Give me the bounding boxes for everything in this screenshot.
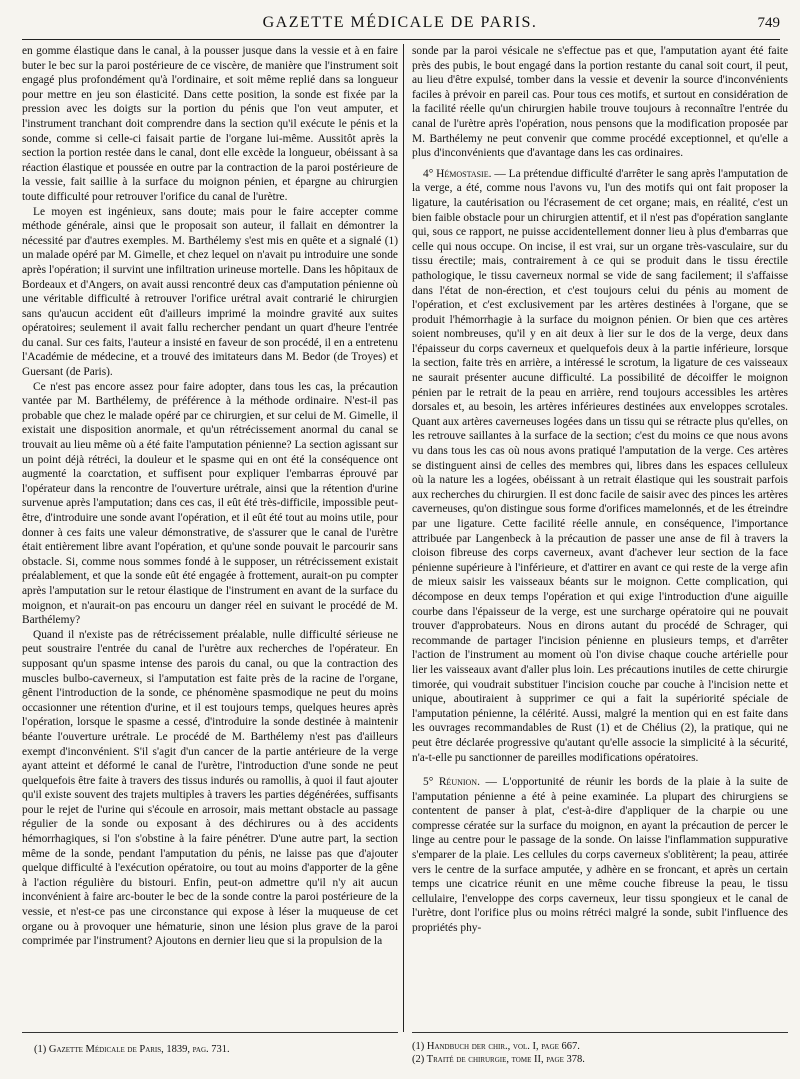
page-header (0, 14, 800, 36)
paragraph: Le moyen est ingénieux, sans doute; mais pour le faire accepter comme méthode générale, ainsi que le proposait son auteur, il fallait en démontrer la nécessité par d'autres exemples. M. Barthélemy s'est mis en quête et a signalé (1) un malade opéré par M. Gimelle, et chez lequel on n'avait pu introduire une sonde après l'opération; il survint une infiltration urineuse mortelle. Dans les hôpitaux de Bordeaux et d'Angers, on avait aussi rencontré deux cas d'amputation pénienne où une véritable difficulté à retrouver l'orifice urétral avait contrarié le chirurgien sans qu'aucun accident eût d'ailleurs imprimé la moindre gravité aux suites opératoires; seulement il avait fallu rechercher pendant un quart d'heure l'entrée du canal. Sur ces faits, l'auteur a insisté en faveur de son procédé, il en a entretenu l'Académie de médecine, et a trouvé des imitateurs dans M. Bedor (de Troyes) et Guersant (de Paris). (22, 205, 398, 379)
footnote: (1) Handbuch der chir., vol. I, page 667. (412, 1041, 580, 1052)
section-heading: 4° Hémostasie. (423, 167, 492, 180)
footnotes-left (34, 1043, 230, 1056)
footnote-rule-right (412, 1032, 788, 1033)
journal-title: GAZETTE MÉDICALE DE PARIS. (262, 14, 538, 31)
paragraph: en gomme élastique dans le canal, à la pousser jusque dans la vessie et à en faire buter le bec sur la paroi postérieure de ce viscère, de manière que l'instrument soit engagé plus profondément qu'à l'ordinaire, et soit même replié dans sa longueur pour mettre en jeu son élasticité. Dans cette position, la sonde est fixée par la pression avec les doigts sur la portion du pénis que l'on veut amputer, et l'instrument tranchant doit comprendre dans la section qu'il exécute le pénis et la sonde, comme si celle-ci faisait partie de l'organe lui-même. Aussitôt après la section la portion restée dans le canal, dont elle excède la longueur, obéissant à sa réaction élastique et poussée en outre par la contraction de la paroi postérieure de la vessie, fait saillie à la surface du moignon pénien, et épargne au chirurgien toute difficulté pour retrouver l'orifice du canal de l'urètre. (22, 45, 398, 203)
page-number: 749 (757, 15, 780, 31)
section-body: — La prétendue difficulté d'arrêter le sang après l'amputation de la verge, a été, comme nous l'avons vu, l'un des motifs qui ont fait proposer la ligature, la cautérisation ou l'écrasement de cet organe; mais, en réalité, c'est un bien faible obstacle pour un chirurgien attentif, et il n'est pas d'opération sanglante qui, sous ce rapport, ne puisse accidentellement donner lieu à plus d'embarras que celle qui nous occupe. On incise, il est vrai, sur un organe très-vasculaire, sur du tissu érectile; mais, contrairement à ce qui se produit dans le tissu érectile pathologique, le tissu caverneux normal se vide de sang facilement; il s'affaisse dans l'état de non-érection, et c'est toujours celui du pénis au moment de l'opération, et c'est exclusivement par les artères destinées à l'organe, que se produit l'hémorrhagie à la surface du moignon pénien. Or bien que ces artères soient nombreuses, qu'il y en ait deux à lier sur le dos de la verge, deux dans l'épaisseur du corps caverneux et quelquefois deux à la partie inférieure, lorsque la section, faite très en arrière, a intéressé le scrotum, la ligature de ces vaisseaux ne saurait présenter aucune difficulté. La possibilité de décoiffer le moignon pénien par le retrait de la peau en arrière, rend toujours accessibles les artères dorsales et, au besoin, les artères inférieures destinées aux enveloppes scrotales. Quant aux artères caverneuses logées dans un tissu qui se rétracte plus qu'elles, on les retrouve saillantes à la surface de la section; c'est du moins ce que nous avons vu dans tous les cas où nous avons pratiqué l'amputation de la verge. Ces artères se distinguent ainsi de celles des membres qui, libres dans les espaces celluleux où la nature les a logées, obéissant à un retrait élastique qui les soustrait parfois aux recherches du chirurgien. Il est donc facile de saisir avec des pinces les artères caverneuses, qu'on distingue sous forme d'orifices mamelonnés, et de les étreindre par une ligature. Cette facilité réelle annule, en conséquence, l'importance attribuée par Langenbeck à la précaution de passer une anse de fil à travers la cloison fibreuse des corps caverneux, avant d'achever leur section de la face pénienne supérieure à l'inférieure, et d'attirer en avant ce qui reste de la verge afin de mieux saisir les vaisseaux béants sur le moignon. Cette complication, qui décompose en deux temps l'opération et qui exige l'introduction d'une aiguille courbe dans l'épaisseur de la verge, est une surcharge opératoire qui ne pouvait trouver d'approbateurs. Nous en dirons autant du procédé de Schrager, qui recommande de partager l'incision pénienne en plusieurs temps, et d'arrêter l'action de l'instrument au moment où l'on divise chaque couche artérielle pour lier les vaisseaux avant d'aller plus loin. Les précautions inutiles de cette chirurgie timorée, qui voudrait substituer l'incision couche par couche à l'incision nette et unique, aboutiraient à supprimer ce qui a fait la supériorité spéciale de l'amputation pénienne, la célérité. Aussi, malgré la mention qui en est faite dans les ouvrages recommandables de Rust (1) et de Chélius (2), la pratique, qui ne peut être déclarée progressive qu'autant qu'elle associe la simplicité à la sécurité, n'a-t-elle pu sanctionner de pareilles modifications opératoires. (412, 167, 788, 764)
footnote: (1) Gazette Médicale de Paris, 1839, pag. 731. (34, 1044, 230, 1055)
paragraph: Ce n'est pas encore assez pour faire adopter, dans tous les cas, la précaution vantée par M. Barthélemy, de préférence à la méthode ordinaire. N'est-il pas probable que chez le malade opéré par ce chirurgien, et sur celui de M. Gimelle, il existait une disposition anormale, et qu'un rétrécissement anormal du canal se trouvait au lieu même où a été faite l'amputation pénienne? La section agissant sur un point déjà rétréci, la douleur et le spasme qui en ont été la conséquence ont augmenté la coarctation, et suffisent pour expliquer l'embarras éprouvé par l'opérateur dans la rencontre de l'ouverture urétrale, ainsi que la rétention d'urine survenue après l'amputation; dans ces cas, il eût été très-difficile, impossible peut-être, d'introduire une sonde avant l'opération, et il eût été tout au moins utile, pour donner à ces faits une valeur démonstrative, de s'assurer que le canal de l'urètre était entièrement libre avant l'opération, et qu'une sonde pouvait le parcourir sans obstacle. Si, comme nous sommes fondé à le supposer, un rétrécissement existait préalablement, et que la sonde eût été engagée à frottement, aurait-on pu compter après l'amputation sur le retour élastique de l'instrument en avant de la surface du moignon, et n'aurait-on pas encouru un danger réel en suivant le procédé de M. Barthélemy? (22, 380, 398, 627)
paragraph: sonde par la paroi vésicale ne s'effectue pas et que, l'amputation ayant été faite près des pubis, le bout engagé dans la portion restante du canal soit court, il peut, au lieu d'être expulsé, tomber dans la vessie et devenir la source d'inconvénients faciles à prévoir en pareil cas. Pour tous ces motifs, et surtout en considération de la facilité réelle qu'un chirurgien habile trouve toujours à reconnaître l'entrée du canal de l'urètre après l'opération, nous pensons que la modification proposée par M. Barthélemy ne peut convenir que comme procédé exceptionnel, et qu'elle a plus d'inconvénients que d'avantage dans les cas ordinaires. (412, 45, 788, 160)
footnote-rule-left (22, 1032, 398, 1033)
footnotes-right (412, 1040, 585, 1066)
column-divider (403, 44, 404, 1032)
section-body: — L'opportunité de réunir les bords de la plaie à la suite de l'amputation pénienne a été à peine examinée. La plupart des chirurgiens se contentent de panser à plat, c'est-à-dire d'appliquer de la charpie ou une compresse cératée sur la surface du moignon, en ayant la précaution de percer le linge au centre pour le passage de la sonde. On laisse l'inflammation suppurative s'emparer de la plaie. Les cellules du corps caverneux s'oblitèrent; la peau, attirée vers le centre de la surface amputée, y adhère en se froncant, et après un certain temps une cicatrice réunit en une même couche fibreuse la peau, le tissu cellulaire, l'enveloppe des corps caverneux, leur tissu spongieux et le canal de l'urètre, dont l'orifice plus ou moins rétréci malgré la sonde, subit l'influence des propriétés phy- (412, 776, 788, 935)
left-column (22, 44, 398, 1034)
section-reunion (412, 775, 788, 936)
header-rule (22, 39, 780, 40)
footnote: (2) Traité de chirurgie, tome II, page 378. (412, 1054, 585, 1065)
paragraph: Quand il n'existe pas de rétrécissement préalable, nulle difficulté sérieuse ne peut soustraire l'entrée du canal de l'urètre aux recherches de l'opérateur. En supposant qu'un spasme intense des parois du canal, ou que la contraction des muscles bulbo-caverneux, si l'amputation est faite près de la racine de l'organe, gênent l'introduction de la sonde, ce phénomène spasmodique ne peut du moins occasionner une rétention d'urine, et il est toujours temps, quelques heures après l'opération, lorsque le spasme a cessé, d'introduire la sonde destinée à maintenir béante l'ouverture urétrale. Le procédé de M. Barthélemy n'est pas d'ailleurs exempt d'inconvénient. S'il s'agit d'un cancer de la partie antérieure de la verge ayant atteint et déformé le canal de l'urètre, l'introduction d'une sonde ne peut quelquefois être faite à travers des tissus indurés ou ramollis, à quoi il faut ajouter qu'il existe souvent des trajets multiples à travers les parties dégénérées, suffisants pour le rejet de l'urine qui s'écoule en arrosoir, mais mettant obstacle au passage régulier de la sonde ou exposant à des déchirures ou à des accidents hémorrhagiques, si l'on s'obstine à la faire pénétrer. D'une autre part, la section même de la sonde, pendant l'amputation du pénis, ne laisse pas que d'ajouter quelque difficulté à l'exécution opératoire, ou tout au moins d'apporter de la gêne à l'action régulière du bistouri. Enfin, peut-on admettre qu'il n'y ait aucun inconvénient à faire arc-bouter le bec de la sonde contre la paroi postérieure de la vessie, et n'est-ce pas une circonstance qui expose à léser la muqueuse de cet organe ou à provoquer une hématurie, sinon une lésion plus grave de la paroi comprimée par l'instrument? Ajoutons en dernier lieu que si la propulsion de la (22, 628, 398, 948)
section-hemostasis (412, 167, 788, 765)
section-heading: 5° Réunion. (423, 776, 480, 789)
right-column (412, 44, 788, 1024)
